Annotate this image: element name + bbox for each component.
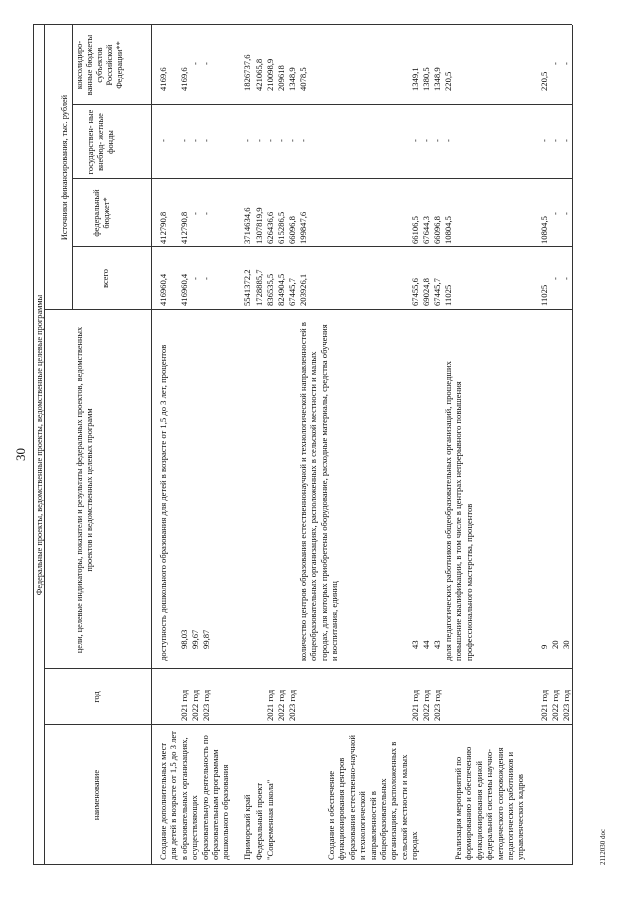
cell-regional: 4078,5 (298, 67, 308, 91)
cell-total: 203926,1 (298, 273, 308, 306)
funding-group-border (72, 25, 73, 310)
table-title: Федеральные проекты, ведомственные проекты, ведомственные целевые программы (35, 294, 44, 596)
cell-regional: 210098,9 (265, 58, 275, 91)
cell-total: - (201, 277, 211, 280)
cell-regional: - (201, 62, 211, 65)
cell-regional: 209618 (276, 65, 286, 91)
cell-total: 416960,4 (179, 273, 189, 306)
row-goal-value: 9 (539, 644, 549, 649)
col-sep-regional (72, 104, 572, 105)
header-regional: консолидиро- ванные бюджеты субъектов Российской Федерации** (75, 34, 124, 96)
row-name: Создание дополнительных мест для детей в возрасте от 1,5 до 3 лет в образовательных организациях, осуществляющих образовательную деятельность по образовательным программам дошкольного образования (158, 731, 231, 860)
cell-federal: 10804,5 (539, 216, 549, 244)
cell-federal: - (561, 212, 571, 215)
header-name: наименование (92, 769, 101, 821)
cell-total: 5541372,2 (242, 269, 252, 306)
cell-total: 69024,8 (421, 278, 431, 306)
row-goal-value: 43 (410, 640, 420, 649)
row-year: 2023 год (561, 689, 571, 721)
border-right (33, 24, 572, 25)
cell-federal: 66096,8 (432, 216, 442, 244)
row-goal-value: 44 (421, 640, 431, 649)
row-goal-value: 30 (561, 640, 571, 649)
cell-federal: 1307819,9 (254, 207, 264, 244)
row-year: 2022 год (550, 689, 560, 721)
col-sep-year (44, 724, 572, 725)
header-total: всего (101, 269, 110, 288)
col-sep-federal (72, 246, 572, 247)
page-number: 30 (13, 448, 28, 461)
cell-regional: 1380,5 (421, 67, 431, 91)
cell-total: 67445,7 (287, 278, 297, 306)
funding-group-header: Источники финансирования, тыс. рублей (60, 94, 69, 241)
table-bottom-border (572, 25, 573, 865)
row-year: 2021 год (410, 689, 420, 721)
row-goal: доступность дошкольного образования для детей в возрасте от 1,5 до 3 лет, процентов (158, 344, 168, 661)
header-goals: цели, целевые индикаторы, показатели и результаты федеральных проектов, ведомственных проектов и ведомственных целевых программ (75, 326, 94, 654)
cell-state: - (190, 139, 200, 142)
cell-state: - (179, 139, 189, 142)
cell-federal: 3714634,6 (242, 207, 252, 244)
cell-regional: 1348,9 (432, 67, 442, 91)
cell-total: - (190, 277, 200, 280)
cell-federal: 626436,6 (265, 211, 275, 244)
cell-federal: 66106,5 (410, 216, 420, 244)
cell-regional: 220,5 (539, 71, 549, 91)
cell-state: - (276, 139, 286, 142)
row-year: 2021 год (179, 689, 189, 721)
cell-regional: - (190, 62, 200, 65)
cell-state: - (421, 139, 431, 142)
row-goal-value: 99,67 (190, 629, 200, 649)
row-name: "Современная школа" (265, 779, 275, 860)
col-sep-goals (44, 668, 572, 669)
header-state-funds: государствен- ные внебюд- жетные фонды (86, 109, 115, 175)
border-left (33, 864, 572, 865)
row-name: Приморский край (242, 794, 252, 860)
cell-regional: 4169,6 (158, 67, 168, 91)
cell-federal: 615286,5 (276, 211, 286, 244)
cell-total: - (561, 277, 571, 280)
cell-state: - (561, 139, 571, 142)
cell-state: - (201, 139, 211, 142)
cell-state: - (539, 139, 549, 142)
cell-federal: 412790,8 (158, 211, 168, 244)
cell-federal: - (550, 212, 560, 215)
cell-regional: - (550, 62, 560, 65)
row-goal: количество центров образования естественнонаучной и технологической направленностей в общеобразовательных организациях, расположенных в сельской местности и малых городах, для которых приобретены оборудование, расходные материалы, средства обучения и воспитания, единиц (298, 322, 340, 661)
col-sep-state (72, 178, 572, 179)
row-goal-value: 43 (432, 640, 442, 649)
row-year: 2022 год (190, 689, 200, 721)
row-name: Создание и обеспечение функционирования центров образования естественно-научной и технологической направленностей в общеобразовательных организациях, расположенных в сельской местности и малых городах (326, 735, 420, 860)
row-year: 2023 год (432, 689, 442, 721)
cell-total: 67455,6 (410, 278, 420, 306)
table-top-border (33, 25, 34, 865)
header-bottom-border (151, 25, 152, 865)
cell-state: - (254, 139, 264, 142)
cell-total: - (550, 277, 560, 280)
cell-regional: - (561, 62, 571, 65)
cell-federal: - (190, 212, 200, 215)
cell-federal: 66096,8 (287, 216, 297, 244)
cell-regional: 1826737,6 (242, 54, 252, 91)
cell-regional: 4169,6 (179, 67, 189, 91)
cell-regional: 220,5 (443, 71, 453, 91)
cell-state: - (158, 139, 168, 142)
col-sep-total (44, 309, 572, 310)
row-year: 2021 год (539, 689, 549, 721)
cell-total: 11025 (539, 284, 549, 306)
row-year: 2021 год (265, 689, 275, 721)
cell-regional: 1349,1 (410, 67, 420, 91)
row-goal-value: 99,87 (201, 629, 211, 649)
cell-total: 1728885,7 (254, 269, 264, 306)
row-year: 2023 год (201, 689, 211, 721)
row-goal-value: 20 (550, 640, 560, 649)
row-goal-value: 98,03 (179, 629, 189, 649)
row-name: Реализация мероприятий по формированию и обеспечению функционирования единой федеральной системы научно-методического сопровождения педагогических работников и управленческих кадров (453, 746, 526, 860)
cell-state: - (550, 139, 560, 142)
cell-federal: 67644,3 (421, 216, 431, 244)
cell-federal: - (201, 212, 211, 215)
row-year: 2022 год (276, 689, 286, 721)
footer-doc-id: 2112030 doc (599, 828, 607, 865)
cell-total: 824904,5 (276, 273, 286, 306)
header-year: год (92, 691, 101, 703)
cell-total: 416960,4 (158, 273, 168, 306)
cell-state: - (432, 139, 442, 142)
row-year: 2023 год (287, 689, 297, 721)
cell-total: 67445,7 (432, 278, 442, 306)
header-federal: федеральный бюджет* (92, 189, 111, 237)
cell-total: 836535,5 (265, 273, 275, 306)
row-goal: доля педагогических работников общеобразовательных организаций, прошедших повышение квалификации, в том числе в центрах непрерывного повышения профессионального мастерства, процентов (443, 361, 474, 661)
cell-federal: 199847,6 (298, 211, 308, 244)
row-year: 2022 год (421, 689, 431, 721)
cell-federal: 10804,5 (443, 216, 453, 244)
cell-regional: 1348,9 (287, 67, 297, 91)
cell-state: - (242, 139, 252, 142)
cell-state: - (298, 139, 308, 142)
cell-state: - (287, 139, 297, 142)
row-name: Федеральный проект (254, 782, 264, 860)
cell-state: - (410, 139, 420, 142)
cell-total: 11025 (443, 284, 453, 306)
cell-regional: 421065,8 (254, 58, 264, 91)
cell-state: - (265, 139, 275, 142)
cell-federal: 412790,8 (179, 211, 189, 244)
cell-state: - (443, 139, 453, 142)
